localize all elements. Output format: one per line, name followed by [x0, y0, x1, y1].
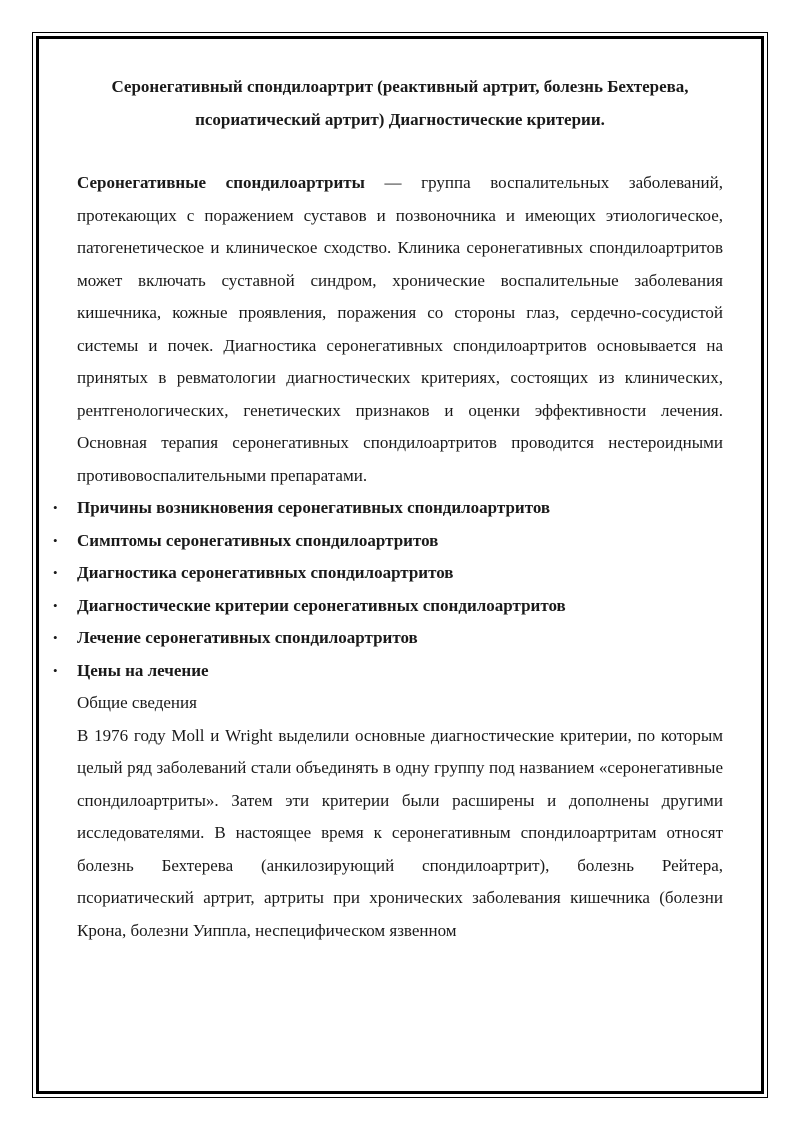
intro-term: Серонегативные спондилоартриты	[77, 173, 365, 192]
bullet-icon: •	[53, 565, 58, 580]
toc-item-criteria[interactable]	[53, 590, 723, 623]
document-title: Серонегативный спондилоартрит (реактивный артрит, болезнь Бехтерева, псориатический артрит) Диагностические критерии.	[111, 77, 689, 129]
toc-item-label: Цены на лечение	[77, 660, 209, 680]
bullet-icon: •	[53, 630, 58, 645]
toc-item-prices[interactable]	[53, 655, 723, 688]
section-heading: Общие сведения	[77, 693, 197, 712]
bullet-icon: •	[53, 532, 58, 548]
bullet-icon: •	[53, 500, 58, 515]
intro-paragraph	[77, 167, 723, 492]
bullet-icon: •	[53, 662, 58, 678]
bullet-icon: •	[53, 597, 58, 613]
toc-item-label: Причины возникновения серонегативных спондилоартритов	[77, 498, 551, 517]
toc-list	[53, 492, 723, 687]
toc-item-causes[interactable]	[53, 492, 723, 525]
toc-item-symptoms[interactable]	[53, 525, 723, 558]
intro-text: — группа воспалительных заболеваний, протекающих с поражением суставов и позвоночника и имеющих этиологическое, патогенетическое и клиническое сходство. Клиника серонегативных спондилоартритов может включать суставной синдром, хронические воспалительные заболевания кишечника, кожные проявления, поражения со стороны глаз, сердечно-сосудистой системы и почек. Диагностика серонегативных спондилоартритов основывается на принятых в ревматологии диагностических критериях, состоящих из клинических, рентгенологических, генетических признаков и оценки эффективности лечения. Основная терапия серонегативных спондилоартритов проводится нестероидными противовоспалительными препаратами.	[77, 173, 723, 485]
toc-item-treatment[interactable]	[53, 622, 723, 655]
toc-item-diagnostics[interactable]	[53, 557, 723, 590]
document-content	[53, 70, 723, 947]
toc-item-label: Симптомы серонегативных спондилоартритов	[77, 530, 439, 550]
toc-item-label: Лечение серонегативных спондилоартритов	[77, 628, 418, 647]
toc-item-label: Диагностика серонегативных спондилоартритов	[77, 563, 454, 582]
toc-item-label: Диагностические критерии серонегативных спондилоартритов	[77, 595, 566, 615]
body-paragraph: В 1976 году Moll и Wright выделили основные диагностические критерии, по которым целый ряд заболеваний стали объединять в одну группу под названием «серонегативные спондилоартриты». Затем эти критерии были расширены и дополнены другими исследователями. В настоящее время к серонегативным спондилоартритам относят болезнь Бехтерева (анкилозирующий спондилоартрит), болезнь Рейтера, псориатический артрит, артриты при хронических заболевания кишечника (болезни Крона, болезни Уиппла, неспецифическом язвенном	[77, 725, 723, 940]
